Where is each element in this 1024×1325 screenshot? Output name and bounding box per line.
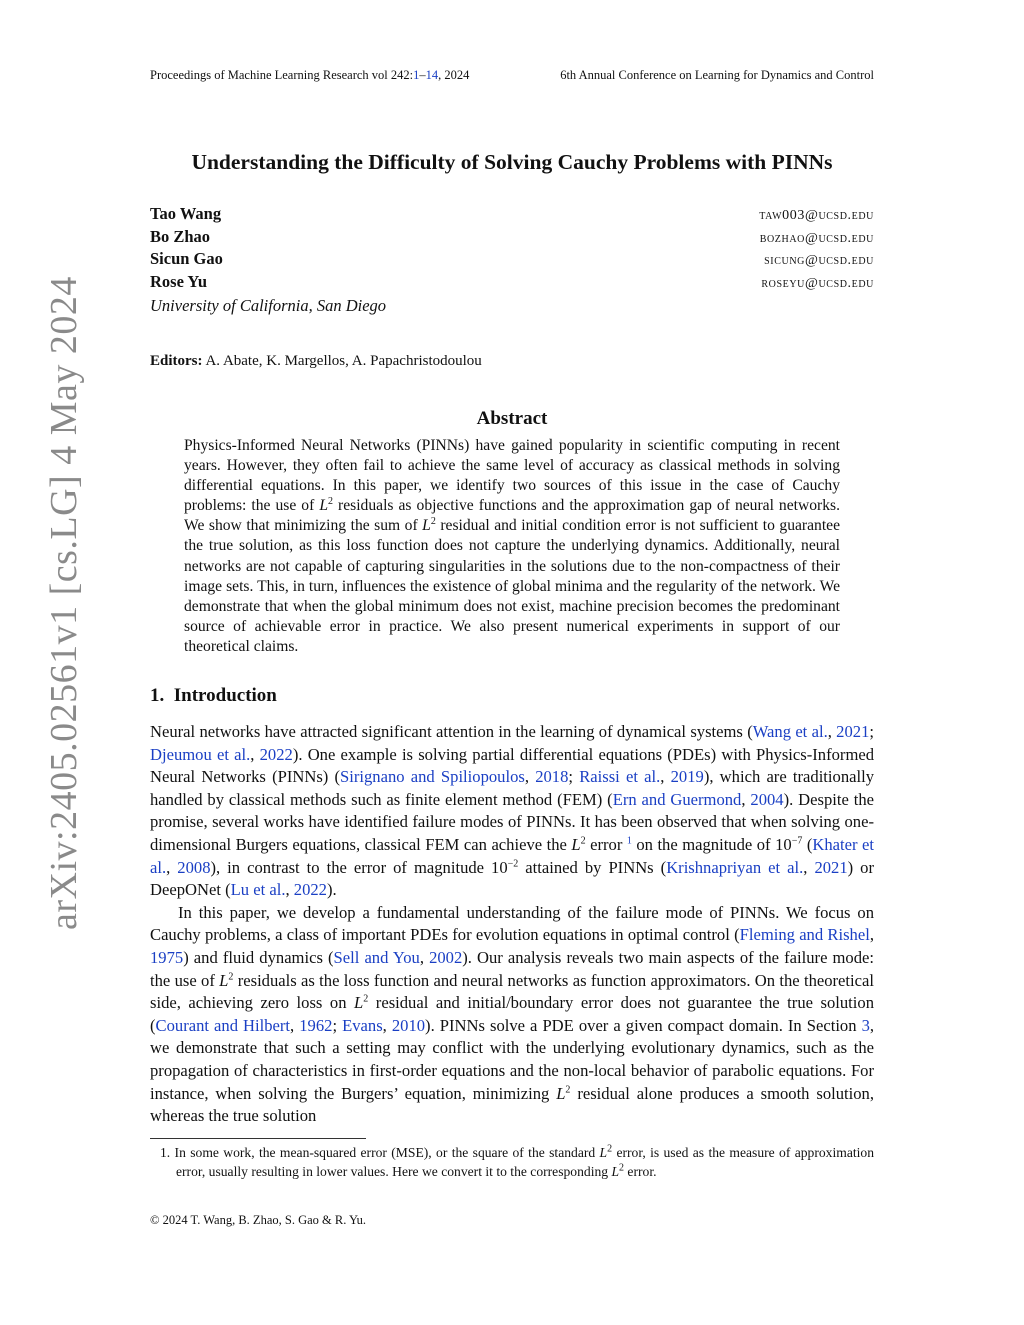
citation-link[interactable]: 1962 <box>299 1015 333 1035</box>
affiliation: University of California, San Diego <box>150 295 387 315</box>
author-email: bozhao@ucsd.edu <box>759 230 874 246</box>
copyright-notice: © 2024 T. Wang, B. Zhao, S. Gao & R. Yu. <box>150 1213 367 1227</box>
editors-line <box>150 353 482 370</box>
arxiv-identifier-stamp: arXiv:2405.02561v1 [cs.LG] 4 May 2024 <box>43 276 85 930</box>
citation-link[interactable]: Krishnapriyan et al. <box>666 857 804 877</box>
citation-link[interactable]: Wang et al. <box>752 722 828 741</box>
citation-link[interactable]: 2002 <box>429 947 463 967</box>
author-name: Sicun Gao <box>150 249 223 269</box>
author-name: Rose Yu <box>150 272 208 292</box>
author-row <box>150 249 874 272</box>
author-email: roseyu@ucsd.edu <box>761 276 874 292</box>
citation-link[interactable]: Sirignano and Spiliopoulos <box>340 767 525 787</box>
header-conference: 6th Annual Conference on Learning for Dynamics and Control <box>560 68 874 82</box>
author-email: taw003@ucsd.edu <box>759 208 874 223</box>
citation-link[interactable]: 2019 <box>670 767 704 787</box>
citation-link[interactable]: Ern and Guermond <box>612 789 742 809</box>
citation-link[interactable]: 2021 <box>814 857 848 877</box>
editors-names: A. Abate, K. Margellos, A. Papachristodoulou <box>205 353 482 369</box>
section-reference-link[interactable]: 3 <box>861 1015 870 1035</box>
author-email: sicung@ucsd.edu <box>764 253 874 269</box>
citation-link[interactable]: 2010 <box>391 1015 426 1035</box>
author-name: Tao Wang <box>150 204 222 223</box>
citation-link[interactable]: 1975 <box>150 947 184 967</box>
author-row <box>150 272 874 295</box>
citation-link[interactable]: 2021 <box>836 722 870 741</box>
page-start-link[interactable]: 1 <box>413 68 420 82</box>
footnote-marker-link[interactable]: 1 <box>626 835 632 847</box>
citation-link[interactable]: 2022 <box>293 880 327 900</box>
author-name: Bo Zhao <box>150 226 211 246</box>
section-heading-introduction: 1. Introduction <box>150 685 277 706</box>
abstract-heading: Abstract <box>476 408 548 429</box>
citation-link[interactable]: Sell and You <box>333 947 420 967</box>
author-row <box>150 204 874 227</box>
introduction-body <box>150 721 874 1128</box>
citation-link[interactable]: Evans <box>342 1015 383 1035</box>
citation-link[interactable]: 2018 <box>535 767 569 787</box>
abstract-text: Physics-Informed Neural Networks (PINNs) have gained popularity in scientific computing in recent years. However, they often fail to achieve the same level of accuracy as classical methods in solving differential equations. In this paper, we identify two sources of this issue in the case of Cauchy problems: the use of $L^2$ residuals as objective functions and the approximation gap of neural networks. We show that minimizing the sum of $L^2$ residual and initial condition error is not sufficient to guarantee the true solution, as this loss function does not capture the underlying dynamics. Additionally, neural networks are not capable of capturing singularities in the solutions due to the non-compactness of their image sets. This, in turn, influences the existence of global minima and the regularity of the network. We demonstrate that when the global minimum does not exist, machine precision becomes the predominant source of achievable error in practice. We also present numerical experiments in support of our theoretical claims. <box>184 437 841 655</box>
citation-link[interactable]: 2022 <box>259 744 293 764</box>
editors-label: Editors: <box>150 353 203 369</box>
citation-link[interactable]: Courant and Hilbert <box>155 1015 291 1035</box>
citation-link[interactable]: 2008 <box>177 857 211 877</box>
paper-title: Understanding the Difficulty of Solving Cauchy Problems with PINNs <box>191 150 833 174</box>
intro-paragraph-1: Neural networks have attracted significant attention in the learning of dynamical systems (Wang et al., 2021; Djeumou et al., 2022). One example is solving partial differential equations (PDEs) with Physics-Informed Neural Networks (PINNs) (Sirignano and Spiliopoulos, 2018; Raissi et al., 2019), which are traditionally handled by classical methods such as finite element method (FEM) (Ern and Guermond, 2004). Despite the promise, several works have identified failure modes of PINNs. It has been observed that when solving one-dimensional Burgers equations, classical FEM can achieve the $L^2$ error $^1$ on the magnitude of $10^{-7}$ (Khater et al., 2008), in contrast to the error of magnitude $10^{-2}$ attained by PINNs (Krishnapriyan et al., 2021) or DeepONet (Lu et al., 2022). <box>150 722 875 900</box>
author-block <box>150 204 874 316</box>
citation-link[interactable]: Fleming and Rishel <box>739 925 870 945</box>
header-proceedings: Proceedings of Machine Learning Research vol 242:1–14, 2024 <box>150 68 470 82</box>
page-end-link[interactable]: 14 <box>425 68 439 82</box>
running-header <box>150 68 874 83</box>
citation-link[interactable]: 2004 <box>750 789 784 809</box>
citation-link[interactable]: Raissi et al. <box>579 767 661 787</box>
footnote-divider <box>150 1138 366 1139</box>
citation-link[interactable]: Djeumou et al. <box>150 744 251 764</box>
footnote-1: 1. In some work, the mean-squared error (MSE), or the square of the standard $L^2$ error, is used as the measure of approximation error, usually resulting in lower values. Here we convert it to the corresponding $L^2$ error. <box>160 1143 874 1179</box>
author-row <box>150 227 874 250</box>
citation-link[interactable]: Lu et al. <box>230 880 286 900</box>
intro-paragraph-2: In this paper, we develop a fundamental understanding of the failure mode of PINNs. We focus on Cauchy problems, a class of important PDEs for evolution equations in optimal control (Fleming and Rishel, 1975) and fluid dynamics (Sell and You, 2002). Our analysis reveals two main aspects of the failure mode: the use of $L^2$ residuals as the loss function and neural networks as function approximators. On the theoretical side, achieving zero loss on $L^2$ residual and initial/boundary error does not guarantee the true solution (Courant and Hilbert, 1962; Evans, 2010). PINNs solve a PDE over a given compact domain. In Section 3, we demonstrate that such a setting may conflict with the underlying evolutionary dynamics, such as the propagation of characteristics in first-order equations and the non-local behavior of parabolic equations. For instance, when solving the Burgers’ equation, minimizing $L^2$ residual alone produces a smooth solution, whereas the true solution <box>150 902 875 1126</box>
citation-link[interactable]: Khater et al. <box>150 834 874 877</box>
